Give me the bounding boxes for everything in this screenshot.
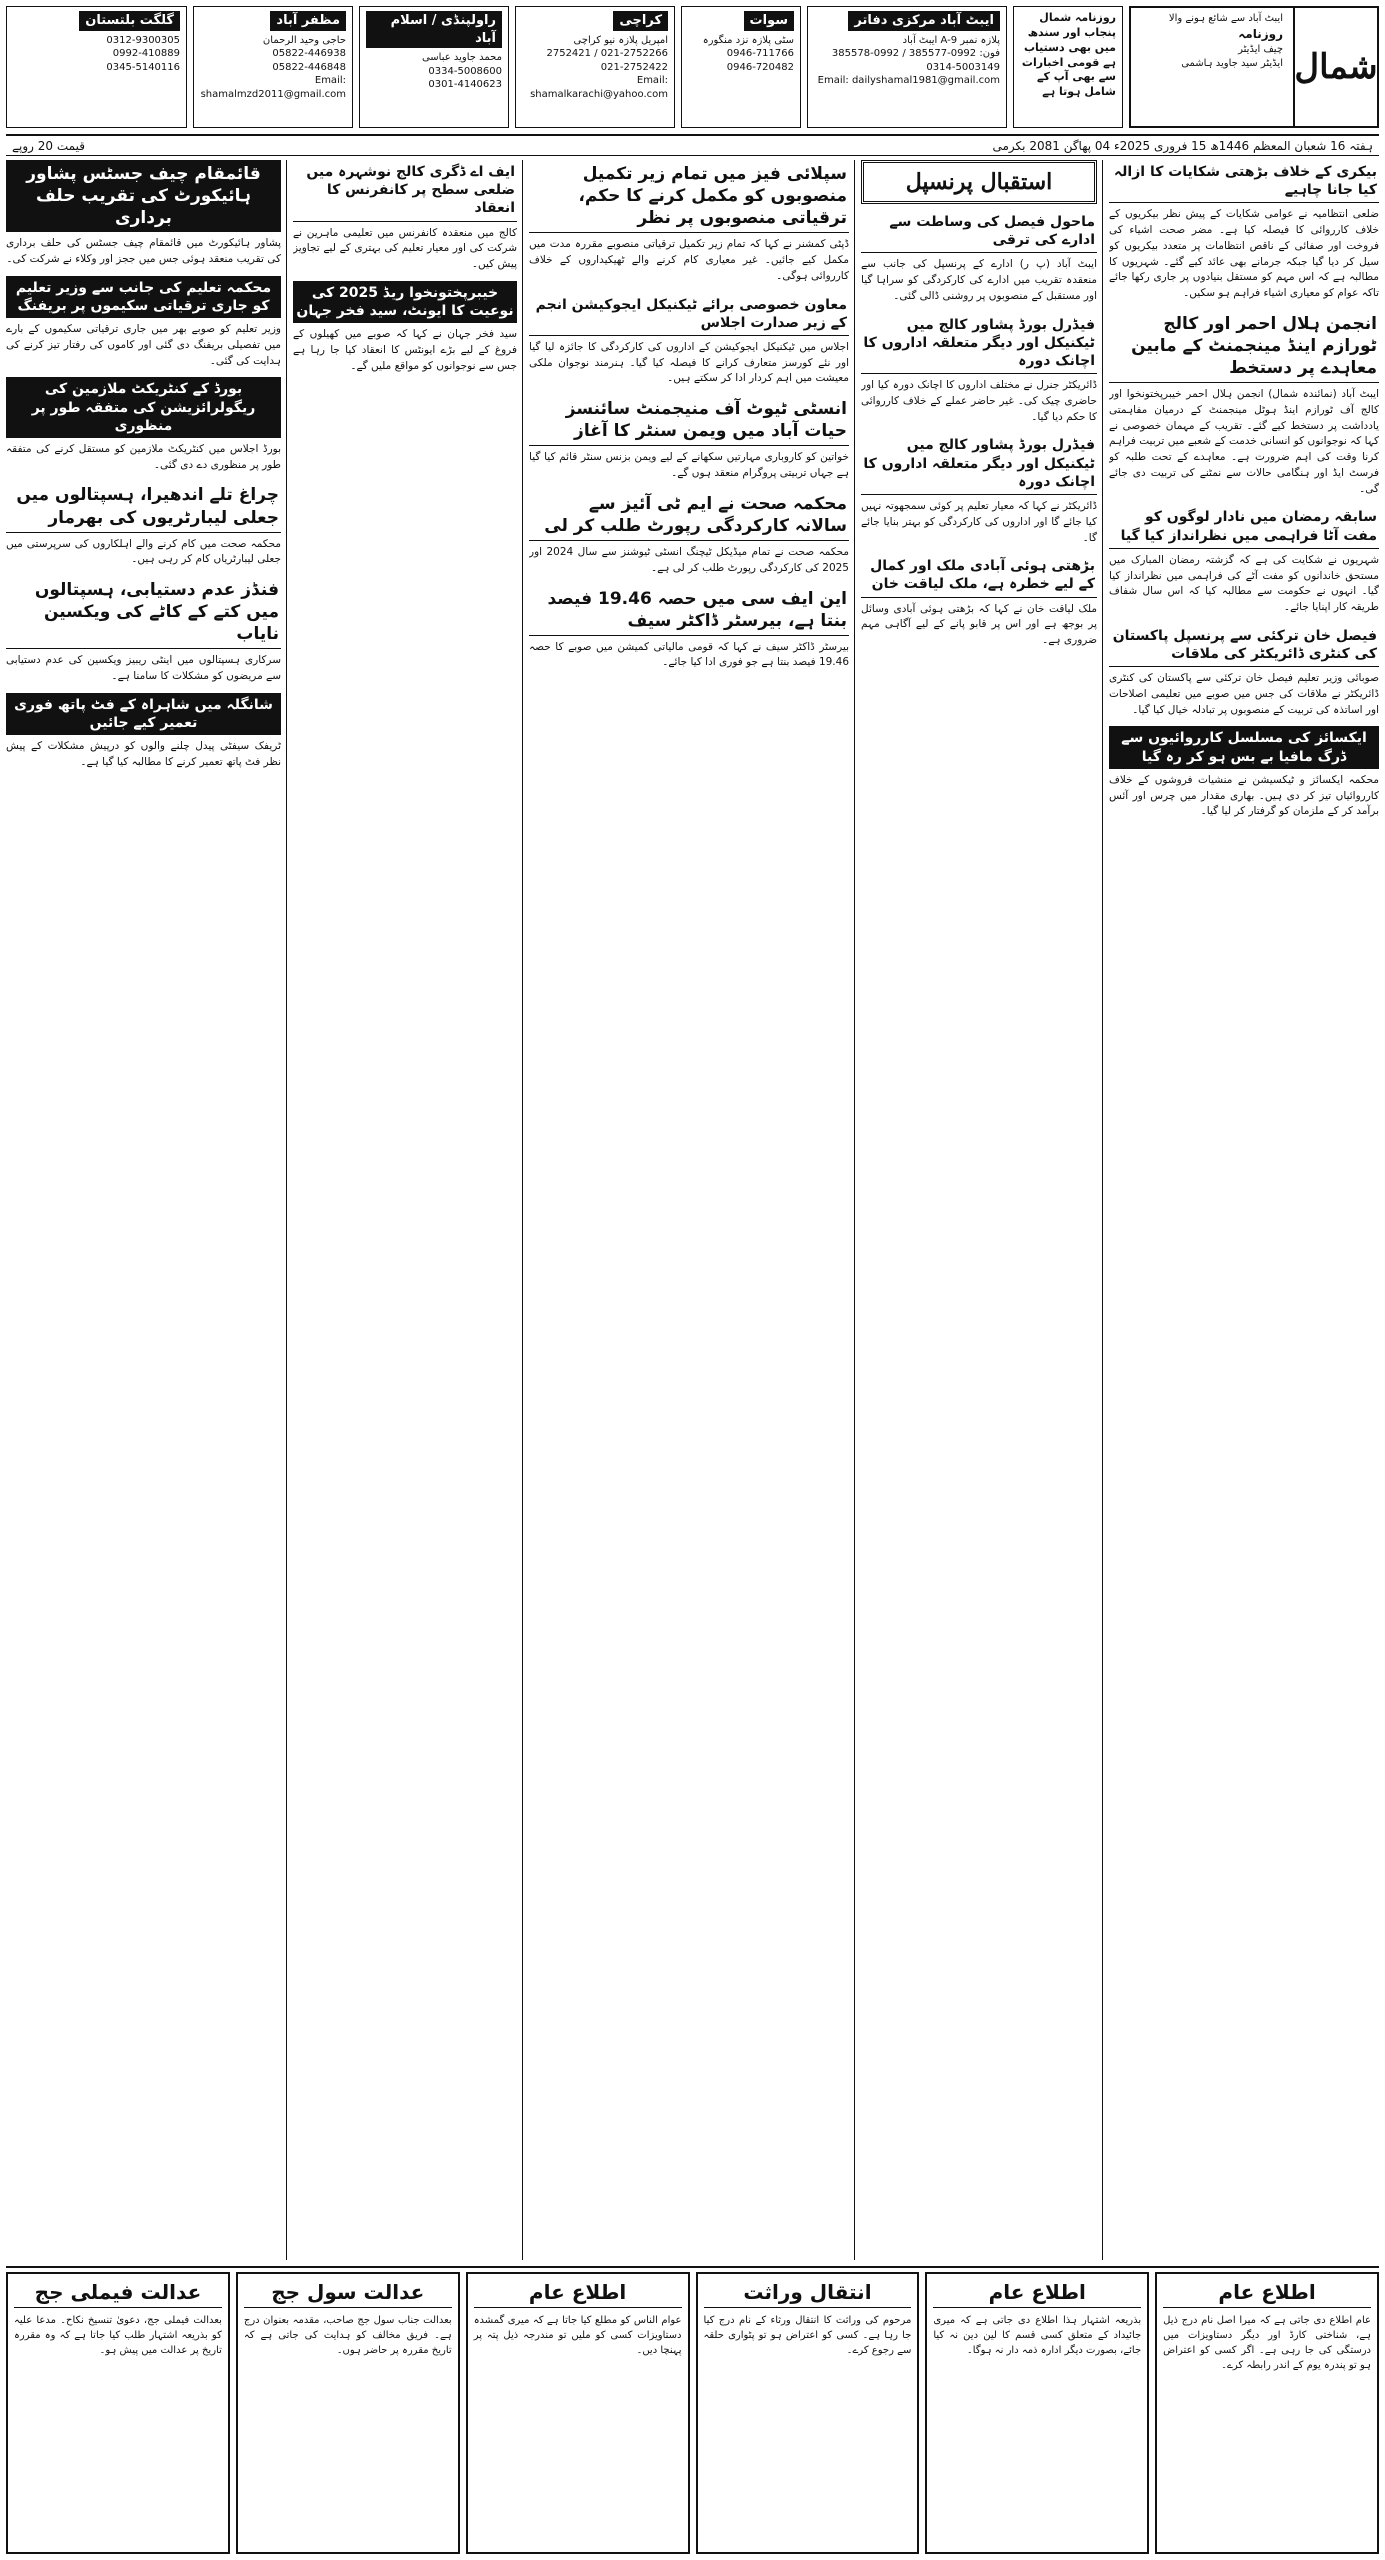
column-divider (522, 160, 523, 2260)
special-feature-title[interactable]: استقبال پرنسپل (861, 160, 1097, 204)
article (6, 481, 281, 568)
issue-date: ہفتہ 16 شعبان المعظم 1446ھ 15 فروری 2025ء 04 پھاگن 2081 بکرمی (992, 138, 1373, 153)
article-body: بیرسٹر ڈاکٹر سیف نے کہا کہ قومی مالیاتی کمیشن میں صوبے کا حصہ 19.46 فیصد بنتا ہے جو فوری ادا کیا جائے۔ (529, 640, 849, 669)
article-body: کالج میں منعقدہ کانفرنس میں تعلیمی ماہرین نے شرکت کی اور معیار تعلیم کی بہتری کے لیے تجاویز پیش کیں۔ (293, 226, 517, 271)
article-headline[interactable]: ایکسائز کی مسلسل کارروائیوں سے ڈرگ مافیا بے بس ہو کر رہ گیا (1109, 726, 1379, 768)
ad-title: عدالت سول جج (244, 2280, 452, 2308)
article-body: محکمہ صحت نے تمام میڈیکل ٹیچنگ انسٹی ٹیوشنز سے سال 2024 اور 2025 کی کارکردگی رپورٹ طلب کر لی ہے۔ (529, 546, 849, 574)
ad-body: بعدالت فیملی جج، دعویٰ تنسیخ نکاح۔ مدعا علیہ کو بذریعہ اشتہار طلب کیا جاتا ہے کہ وہ مقررہ تاریخ پر عدالت میں پیش ہو۔ (14, 2315, 222, 2356)
article-body: پشاور ہائیکورٹ میں قائمقام چیف جسٹس کی حلف برداری کی تقریب منعقد ہوئی جس میں ججز اور وکلاء نے شرکت کی۔ (6, 237, 281, 266)
ad-title: عدالت فیملی جج (14, 2280, 222, 2308)
newspaper-logo (1129, 6, 1379, 128)
article (6, 576, 281, 685)
article (6, 276, 281, 370)
article-body: خواتین کو کاروباری مہارتیں سکھانے کے لیے ویمن بزنس سنٹر قائم کیا گیا ہے جہاں تربیتی پروگرام منعقد ہوں گے۔ (529, 451, 849, 480)
office-box-swat: سوات سٹی پلازہ نزد منگورہ 0946-711766 0946-720482 (681, 6, 801, 128)
article-body: ڈائریکٹر جنرل نے مختلف اداروں کا اچانک دورہ کیا اور حاضری چیک کی۔ غیر حاضر عملے کے خلاف کارروائی کا حکم دیا گیا۔ (861, 379, 1097, 423)
issue-price: قیمت 20 روپے (12, 138, 85, 153)
column-2 (861, 160, 1097, 2260)
article-body: ڈپٹی کمشنر نے کہا کہ تمام زیر تکمیل ترقیاتی منصوبے مقررہ مدت میں مکمل کیے جائیں۔ غیر معیاری کام کرنے والے ٹھیکیداروں کے خلاف کارروائی ہوگی۔ (529, 238, 849, 282)
article-headline[interactable]: محکمہ تعلیم کی جانب سے وزیر تعلیم کو جاری ترقیاتی سکیموں پر بریفنگ (6, 276, 281, 318)
ad-body: بعدالت جناب سول جج صاحب، مقدمہ بعنوان درج ہے۔ فریق مخالف کو ہدایت کی جاتی ہے کہ تاریخ مقررہ پر حاضر ہوں۔ (243, 2315, 452, 2356)
article (1109, 310, 1379, 498)
column-divider (854, 160, 855, 2260)
office-box-abbottabad: ایبٹ آباد مرکزی دفاتر پلازہ نمبر A-9 ایبٹ آباد فون: 0992-385577 / 0992-385578 0314-5003149 Email: dailyshamal1981@gmail.com (807, 6, 1007, 128)
article-headline[interactable]: این ایف سی میں حصہ 19.46 فیصد بنتا ہے، بیرسٹر ڈاکٹر سیف (529, 585, 849, 636)
article (529, 395, 849, 482)
ad-title: اطلاع عام (1163, 2280, 1371, 2308)
article-body: ڈائریکٹر نے کہا کہ معیار تعلیم پر کوئی سمجھوتہ نہیں کیا جائے گا اور اداروں کی کارکردگی کو بہتر بنایا جائے گا۔ (861, 500, 1097, 544)
article-body: ٹریفک سیفٹی پیدل چلنے والوں کو درپیش مشکلات کے پیش نظر فٹ پاتھ تعمیر کرنے کا مطالبہ کیا گیا ہے۔ (6, 740, 281, 769)
ad-box (6, 2272, 230, 2554)
ad-box (1155, 2272, 1379, 2554)
article-body: ایبٹ آباد (پ ر) ادارے کے پرنسپل کی جانب سے منعقدہ تقریب میں ادارے کی کارکردگی کو سراہا گیا اور مستقبل کے منصوبوں پر روشنی ڈالی گئی۔ (861, 258, 1097, 302)
column-divider (1102, 160, 1103, 2260)
masthead (6, 6, 1379, 128)
article-headline[interactable]: فیڈرل بورڈ پشاور کالج میں ٹیکنیکل اور دیگر متعلقہ اداروں کا اچانک دورہ (861, 433, 1097, 495)
article (1109, 624, 1379, 719)
ad-box (236, 2272, 460, 2554)
article (293, 281, 517, 375)
ad-body: بذریعہ اشتہار ہذا اطلاع دی جاتی ہے کہ میری جائیداد کے متعلق کسی قسم کا لین دین نہ کیا جائے، بصورت دیگر ادارہ ذمہ دار نہ ہوگا۔ (933, 2315, 1142, 2356)
article-headline[interactable]: سپلائی فیز میں تمام زیر تکمیل منصوبوں کو مکمل کرنے کا حکم، ترقیاتی منصوبوں پر نظر (529, 160, 849, 233)
article-body: صوبائی وزیر تعلیم فیصل خان ترکئی سے پاکستان کی کنٹری ڈائریکٹر نے ملاقات کی جس میں صوبے میں تعلیمی اصلاحات اور اساتذہ کی تربیت کے منصوبوں پر تبادلہ خیال کیا گیا۔ (1109, 672, 1379, 716)
article-body: ملک لیاقت خان نے کہا کہ بڑھتی ہوئی آبادی وسائل پر بوجھ ہے اور اس پر قابو پانے کے لیے آگاہی مہم ضروری ہے۔ (861, 602, 1097, 647)
article-body: اجلاس میں ٹیکنیکل ایجوکیشن کے اداروں کی کارکردگی کا جائزہ لیا گیا اور نئے کورسز متعارف کرانے کا فیصلہ کیا گیا۔ ہنرمند نوجوان ملکی معیشت میں اہم کردار ادا کر سکتے ہیں۔ (529, 340, 849, 385)
dateline (6, 134, 1379, 156)
office-box-gilgit: گلگت بلتستان 0312-9300305 0992-410889 0345-5140116 (6, 6, 187, 128)
article (861, 433, 1097, 546)
article-headline[interactable]: قائمقام چیف جسٹس پشاور ہائیکورٹ کی تقریب حلف برداری (6, 160, 281, 232)
article-body: ضلعی انتظامیہ نے عوامی شکایات کے پیش نظر بیکریوں کے خلاف کارروائی کا فیصلہ کیا ہے۔ مضر صحت اشیاء کی فروخت اور صفائی کے ناقص انتظامات پر متعدد بیکریوں کو سیل کر دیا گیا جبکہ جرمانے بھی عائد کیے گئے۔ شہریوں کا مطالبہ ہے کہ اس مہم کو مستقل بنیادوں پر جاری رکھا جائے تاکہ عوام کو معیاری اشیاء فراہم ہو سکیں۔ (1109, 208, 1379, 300)
article-headline[interactable]: ماحول فیصل کی وساطت سے ادارے کی ترقی (861, 210, 1097, 253)
column-4 (293, 160, 517, 2260)
ad-title: انتقال وراثت (704, 2280, 912, 2308)
article-headline[interactable]: بورڈ کے کنٹریکٹ ملازمین کی ریگولرائزیشن کی متفقہ طور پر منظوری (6, 377, 281, 438)
ad-body: مرحوم کی وراثت کا انتقال ورثاء کے نام درج کیا جا رہا ہے۔ کسی کو اعتراض ہو تو پٹواری حلقہ سے رجوع کرے۔ (703, 2315, 912, 2356)
office-box-rawalpindi: راولپنڈی / اسلام آباد محمد جاوید عباسی 0334-5008600 0301-4140623 (359, 6, 509, 128)
article-headline[interactable]: انسٹی ٹیوٹ آف منیجمنٹ سائنسز حیات آباد میں ویمن سنٹر کا آغاز (529, 395, 849, 446)
article (6, 160, 281, 268)
article (1109, 505, 1379, 615)
tagline-box (1013, 6, 1123, 128)
article-headline[interactable]: معاون خصوصی برائے ٹیکنیکل ایجوکیشن انجم کے زیر صدارت اجلاس (529, 293, 849, 336)
ad-title: اطلاع عام (474, 2280, 682, 2308)
article-body: سید فخر جہان نے کہا کہ صوبے میں کھیلوں کے فروغ کے لیے بڑے ایونٹس کا انعقاد کیا جا رہا ہے جس سے نوجوانوں کو مواقع ملیں گے۔ (293, 328, 517, 372)
article-body: ایبٹ آباد (نمائندہ شمال) انجمن ہلال احمر خیبرپختونخوا اور کالج آف ٹورازم اینڈ ہوٹل مینجمنٹ کے درمیان مفاہمتی یادداشت پر دستخط کیے گئے۔ تقریب کے مہمان خصوصی نے کہا کہ نوجوانوں کو انسانی خدمت کے شعبے میں تربیت فراہم کرنا وقت کی اہم ضرورت ہے۔ معاہدے کے تحت طلبہ کو فرسٹ ایڈ اور ہنگامی حالات سے نمٹنے کی تربیت دی جائے گی۔ (1109, 388, 1379, 495)
article (529, 585, 849, 672)
ad-body: عوام الناس کو مطلع کیا جاتا ہے کہ میری گمشدہ دستاویزات کسی کو ملیں تو مندرجہ ذیل پتہ پر پہنچا دیں۔ (473, 2315, 682, 2356)
article-headline[interactable]: محکمہ صحت نے ایم ٹی آئیز سے سالانہ کارکردگی رپورٹ طلب کر لی (529, 490, 849, 541)
article-headline[interactable]: بیکری کے خلاف بڑھتی شکایات کا ازالہ کیا جانا چاہیے (1109, 160, 1379, 203)
office-box-muzaffarabad: مظفر آباد حاجی وحید الرحمان 05822-446938 05822-446848 Email: shamalmzd2011@gmail.com (193, 6, 353, 128)
column-divider (286, 160, 287, 2260)
ad-box (466, 2272, 690, 2554)
tagline: روزنامہ شمال پنجاب اور سندھ میں بھی دستیاب ہے قومی اخبارات سے بھی آپ کے شامل ہوتا ہے (1021, 11, 1116, 99)
article-headline[interactable]: فنڈز عدم دستیابی، ہسپتالوں میں کتے کے کاٹے کی ویکسین نایاب (6, 576, 281, 649)
article (861, 554, 1097, 649)
article-headline[interactable]: فیصل خان ترکئی سے پرنسپل پاکستان کی کنٹری ڈائریکٹر کی ملاقات (1109, 624, 1379, 667)
article-headline[interactable]: خیبرپختونخوا ریڈ 2025 کی نوعیت کا ایونٹ، سید فخر جہان (293, 281, 517, 323)
ad-body: عام اطلاع دی جاتی ہے کہ میرا اصل نام درج ذیل ہے، شناختی کارڈ اور دیگر دستاویزات میں درستگی کی جا رہی ہے۔ اگر کسی کو اعتراض ہو تو پندرہ یوم کے اندر رابطہ کرے۔ (1163, 2315, 1371, 2371)
office-box-karachi: کراچی امپریل پلازہ نیو کراچی 021-2752266 / 2752421 021-2752422 Email: shamalkarachi@yahoo.com (515, 6, 675, 128)
logo-mark: شمال (1293, 8, 1377, 126)
ad-box (925, 2272, 1149, 2554)
classified-ads (6, 2266, 1379, 2554)
article (529, 293, 849, 388)
article-body: بورڈ اجلاس میں کنٹریکٹ ملازمین کو مستقل کرنے کی متفقہ طور پر منظوری دے دی گئی۔ (6, 442, 281, 471)
ad-box (696, 2272, 920, 2554)
article (1109, 726, 1379, 820)
column-5 (6, 160, 281, 2260)
article-body: محکمہ ایکسائز و ٹیکسیشن نے منشیات فروشوں کے خلاف کارروائیاں تیز کر دی ہیں۔ بھاری مقدار میں چرس اور آئس برآمد کر کے ملزمان کو گرفتار کر لیا گیا۔ (1109, 773, 1379, 818)
article-body: وزیر تعلیم کو صوبے بھر میں جاری ترقیاتی سکیموں کے بارے میں تفصیلی بریفنگ دی گئی اور کاموں کی رفتار تیز کرنے کی ہدایت کی گئی۔ (6, 323, 281, 367)
article-headline[interactable]: سابقہ رمضان میں نادار لوگوں کو مفت آٹا فراہمی میں نظرانداز کیا گیا (1109, 505, 1379, 548)
article (6, 693, 281, 771)
logo-info: ایبٹ آباد سے شائع ہونے والا روزنامہ چیف ایڈیٹر ایڈیٹر سید جاوید ہاشمی (1168, 13, 1283, 69)
column-3 (529, 160, 849, 2260)
column-1 (1109, 160, 1379, 2260)
article-headline[interactable]: انجمن ہلال احمر اور کالج ٹورازم اینڈ مینجمنٹ کے مابین معاہدے پر دستخط (1109, 310, 1379, 383)
article-body: شہریوں نے شکایت کی ہے کہ گزشتہ رمضان المبارک میں مستحق خاندانوں کو مفت آٹے کی فراہمی میں نظرانداز کیا گیا۔ انہوں نے حکومت سے مطالبہ کیا کہ اس سال شفاف طریقہ کار اپنایا جائے۔ (1109, 553, 1379, 614)
article-headline[interactable]: فیڈرل بورڈ پشاور کالج میں ٹیکنیکل اور دیگر متعلقہ اداروں کا اچانک دورہ (861, 313, 1097, 375)
article (861, 210, 1097, 305)
article-body: محکمہ صحت میں کام کرنے والے اہلکاروں کی سرپرستی میں جعلی لیبارٹریاں کام کر رہی ہیں۔ (6, 537, 281, 566)
article (529, 160, 849, 285)
article-headline[interactable]: چراغ تلے اندھیرا، ہسپتالوں میں جعلی لیبارٹریوں کی بھرمار (6, 481, 281, 532)
article (293, 160, 517, 273)
ad-title: اطلاع عام (933, 2280, 1141, 2308)
article (861, 313, 1097, 426)
article-headline[interactable]: ایف اے ڈگری کالج نوشہرہ میں ضلعی سطح پر کانفرنس کا انعقاد (293, 160, 517, 222)
article-body: سرکاری ہسپتالوں میں اینٹی ریبیز ویکسین کی عدم دستیابی سے مریضوں کو مشکلات کا سامنا ہے۔ (6, 654, 281, 683)
article (6, 377, 281, 473)
article-headline[interactable]: بڑھتی ہوئی آبادی ملک اور کمال کے لیے خطرہ ہے، ملک لیاقت خان (861, 554, 1097, 597)
article (1109, 160, 1379, 302)
article-headline[interactable]: شانگلہ میں شاہراہ کے فٹ پاتھ فوری تعمیر کیے جائیں (6, 693, 281, 735)
article (529, 490, 849, 577)
